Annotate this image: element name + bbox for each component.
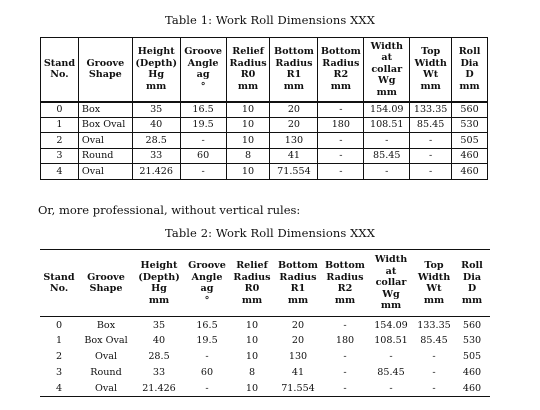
table-cell: 8 [248, 367, 256, 378]
table-cell: - [432, 351, 436, 362]
table-cell: 16.5 [180, 102, 226, 118]
column-header-line: Radius [275, 57, 313, 69]
column-header-line: Width [370, 40, 403, 52]
column-header-line: at [385, 265, 397, 277]
table-cell: - [410, 148, 452, 164]
table-cell: - [410, 133, 452, 149]
table-cell: 130 [288, 351, 308, 362]
column-header-line: mm [241, 294, 263, 306]
table-cell: Oval [94, 351, 118, 362]
table-cell: - [364, 164, 410, 180]
column-header [410, 38, 452, 102]
table-cell: 460 [452, 164, 488, 180]
column-header-line: Wg [378, 75, 396, 86]
table-row [40, 317, 490, 333]
column-header-line: mm [330, 80, 352, 92]
table-cell: 0 [55, 320, 63, 332]
table-cell: - [368, 381, 414, 397]
column-header [454, 250, 490, 317]
column-header-line: Roll [458, 46, 481, 58]
column-header-line: Stand [43, 271, 75, 283]
column-header-line: Groove [86, 57, 125, 69]
table-cell: 28.5 [132, 133, 180, 149]
table-row [41, 133, 488, 149]
column-header [230, 250, 274, 317]
table-row [41, 164, 488, 180]
column-header-line: Width [374, 254, 408, 266]
table-cell: 108.51 [364, 117, 410, 133]
table-cell: - [180, 164, 226, 180]
column-header-line: R2 [337, 283, 353, 294]
column-header [78, 250, 134, 317]
column-header-line: Dia [460, 57, 479, 69]
column-header-line: (Depth) [138, 271, 180, 283]
table-header-row [40, 250, 490, 317]
column-header [368, 250, 414, 317]
table-cell: - [414, 381, 454, 397]
column-header-line: Height [140, 260, 178, 271]
column-header-line: Hg [148, 69, 165, 81]
table-cell: 4 [40, 381, 78, 397]
column-header-line: Groove [188, 260, 226, 271]
table-cell: 460 [454, 381, 490, 397]
table-cell: 60 [180, 148, 226, 164]
column-header [78, 38, 132, 102]
table-cell: 85.45 [410, 117, 452, 133]
column-header-line: Width [417, 271, 451, 283]
table-row [41, 102, 488, 118]
table-cell: 19.5 [196, 335, 218, 346]
table-cell: 505 [452, 133, 488, 149]
table-cell: - [180, 133, 226, 149]
column-header-line: Shape [88, 69, 122, 81]
table-cell: Oval [78, 164, 132, 180]
column-header-line: No. [50, 69, 69, 81]
table-cell: 35 [152, 320, 166, 332]
table-row [41, 117, 488, 133]
column-header [184, 250, 230, 317]
table-cell: - [432, 367, 436, 378]
table-cell: 10 [245, 320, 259, 332]
column-header-line: Bottom [320, 46, 361, 58]
column-header-line: Angle [191, 271, 223, 283]
column-header-line: mm [376, 86, 397, 98]
column-header [414, 250, 454, 317]
column-header-line: mm [459, 80, 480, 92]
table-cell: - [343, 351, 347, 362]
column-header [452, 38, 488, 102]
body-paragraph: Or, more professional, without vertical rules: [38, 203, 301, 217]
column-header-line: R2 [333, 69, 349, 81]
table-cell: Oval [78, 133, 132, 149]
table-cell: - [318, 164, 364, 180]
column-header-line: at [381, 52, 393, 63]
table-cell: 133.35 [410, 102, 452, 118]
table-cell: 2 [41, 133, 79, 149]
table-header-row [41, 38, 488, 102]
column-header-line: mm [380, 300, 402, 312]
table-cell: 560 [462, 320, 482, 332]
column-header [40, 250, 78, 317]
table-row [41, 148, 488, 164]
column-header [270, 38, 318, 102]
table-cell: - [343, 367, 347, 378]
column-header-line: R1 [290, 283, 306, 294]
table-cell: 85.45 [377, 367, 405, 378]
column-header-line: Relief [236, 260, 268, 271]
table-cell: 10 [226, 133, 270, 149]
column-header-line: ag [196, 69, 210, 81]
table-cell: 530 [462, 335, 482, 346]
table-cell: - [205, 351, 209, 362]
column-header-line: mm [146, 80, 167, 92]
column-header [226, 38, 270, 102]
column-header-line: Bottom [273, 46, 314, 58]
column-header-line: No. [49, 283, 69, 294]
table-cell: 154.09 [364, 102, 410, 118]
table-cell: 530 [452, 117, 488, 133]
column-header-line: Relief [232, 46, 264, 58]
table-cell: 71.554 [274, 381, 322, 397]
column-header-line: Groove [184, 46, 222, 58]
table-cell: - [318, 148, 364, 164]
work-roll-table-booktabs [40, 249, 490, 397]
column-header-line: Top [421, 46, 441, 58]
column-header-line: Groove [87, 271, 125, 283]
table-cell: 40 [132, 117, 180, 133]
table-cell: - [389, 351, 393, 362]
column-header-line: D [467, 283, 477, 294]
column-header-line: Radius [229, 57, 267, 69]
table-cell: 40 [152, 335, 166, 346]
table-cell: - [343, 320, 347, 332]
table-cell: 505 [462, 351, 482, 362]
table-cell: 460 [452, 148, 488, 164]
column-header-line: Stand [43, 57, 76, 69]
column-header-line: Angle [187, 57, 219, 69]
table-cell: 85.45 [420, 335, 448, 346]
table-cell: 19.5 [180, 117, 226, 133]
table1-caption: Table 1: Work Roll Dimensions XXX [164, 13, 375, 27]
table-cell: 16.5 [196, 320, 218, 332]
column-header-line: mm [237, 80, 259, 92]
table-cell: 8 [226, 148, 270, 164]
column-header-line: Dia [462, 271, 482, 283]
table2-caption: Table 2: Work Roll Dimensions XXX [164, 226, 375, 240]
table-cell: 35 [132, 102, 180, 118]
table-cell: 133.35 [417, 320, 451, 332]
table-row [40, 349, 490, 365]
column-header-line: Wg [382, 288, 400, 300]
column-header-line: D [465, 69, 474, 81]
column-header-line: Width [414, 57, 447, 69]
column-header-line: mm [283, 80, 305, 92]
column-header-line: Radius [233, 271, 271, 283]
table-cell: 180 [318, 117, 364, 133]
table-row [40, 365, 490, 381]
column-header [134, 250, 184, 317]
column-header-line: mm [287, 294, 309, 306]
table-row [40, 381, 490, 397]
column-header-line: R0 [240, 69, 256, 81]
table-row [40, 333, 490, 349]
table-cell: 154.09 [374, 320, 408, 332]
table-cell: - [184, 381, 230, 397]
column-header-line: Radius [322, 57, 360, 69]
table-cell: 4 [41, 164, 79, 180]
table-cell: - [318, 102, 364, 118]
work-roll-table-boxed [40, 37, 488, 180]
table-cell: 20 [270, 117, 318, 133]
column-header [274, 250, 322, 317]
table-cell: 10 [230, 381, 274, 397]
column-header-line: Bottom [325, 260, 365, 271]
table-cell: 41 [291, 367, 305, 378]
column-header-line: Wt [426, 283, 442, 294]
column-header [180, 38, 226, 102]
column-header-line: R1 [286, 69, 302, 81]
table-cell: - [318, 133, 364, 149]
column-header [364, 38, 410, 102]
table-cell: Oval [78, 381, 134, 397]
table-cell: Box Oval [78, 117, 132, 133]
table-cell: 21.426 [132, 164, 180, 180]
column-header-line: collar [371, 63, 403, 75]
table-cell: Box [96, 320, 116, 332]
column-header-line: mm [420, 80, 441, 92]
column-header-line: Wt [423, 69, 439, 81]
table-cell: 33 [152, 367, 166, 378]
table-cell: 3 [41, 148, 79, 164]
column-header-line: collar [375, 277, 407, 289]
table-cell: 21.426 [134, 381, 184, 397]
table-cell: 20 [270, 102, 318, 118]
table-cell: 3 [55, 367, 63, 378]
table-cell: 10 [226, 164, 270, 180]
table-cell: Round [90, 367, 122, 378]
column-header-line: ag [200, 283, 214, 294]
table-cell: 71.554 [270, 164, 318, 180]
column-header-line: Hg [151, 283, 167, 294]
column-header-line: Radius [326, 271, 364, 283]
table-cell: 2 [55, 351, 63, 362]
table-cell: 20 [291, 335, 305, 346]
column-header-line: mm [334, 294, 356, 306]
table-cell: 1 [41, 117, 79, 133]
column-header-line: Roll [461, 260, 483, 271]
table-cell: 33 [132, 148, 180, 164]
table-cell: 1 [55, 335, 63, 346]
column-header-line: R0 [244, 283, 260, 294]
column-header-line: Height [137, 46, 175, 58]
table-cell: 60 [200, 367, 214, 378]
table-cell: 20 [291, 320, 305, 332]
column-header-line: mm [423, 294, 445, 306]
column-header-line: (Depth) [135, 57, 177, 69]
table-cell: - [322, 381, 368, 397]
table-cell: 10 [245, 351, 259, 362]
table-cell: 0 [41, 102, 79, 118]
column-header-line: ° [200, 80, 206, 92]
table-cell: 130 [270, 133, 318, 149]
table-cell: - [364, 133, 410, 149]
table-cell: 85.45 [364, 148, 410, 164]
table-cell: - [410, 164, 452, 180]
column-header [318, 38, 364, 102]
column-header-line: Radius [279, 271, 317, 283]
column-header [41, 38, 79, 102]
table-cell: 28.5 [148, 351, 170, 362]
table-cell: Box Oval [84, 335, 128, 346]
table-cell: 10 [226, 102, 270, 118]
column-header [322, 250, 368, 317]
table-cell: Round [78, 148, 132, 164]
table-cell: 108.51 [374, 335, 408, 346]
column-header-line: mm [461, 294, 483, 306]
column-header-line: Top [424, 260, 444, 271]
table-cell: 560 [452, 102, 488, 118]
table-cell: 10 [245, 335, 259, 346]
table-cell: 41 [270, 148, 318, 164]
column-header-line: Bottom [278, 260, 318, 271]
column-header-line: mm [148, 294, 170, 306]
column-header-line: ° [204, 294, 210, 306]
table-cell: 460 [462, 367, 482, 378]
column-header-line: Shape [89, 283, 123, 294]
table-cell: 10 [226, 117, 270, 133]
table-cell: Box [78, 102, 132, 118]
column-header [132, 38, 180, 102]
table-cell: 180 [335, 335, 355, 346]
